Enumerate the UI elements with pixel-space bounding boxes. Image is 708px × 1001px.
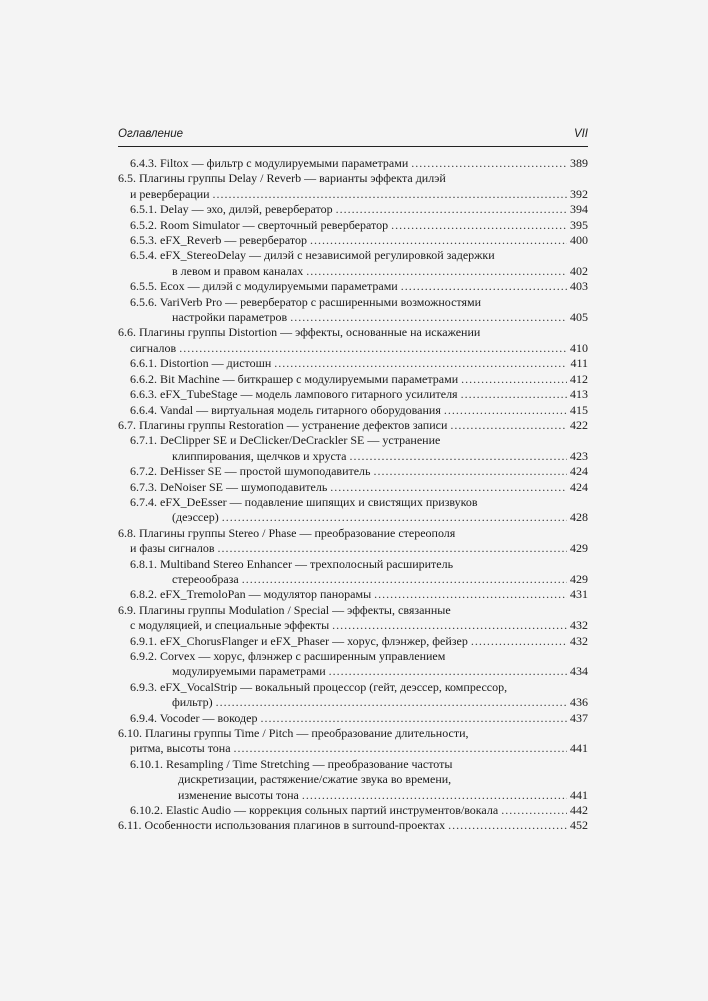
dot-leader	[336, 202, 567, 217]
dot-leader	[374, 587, 567, 602]
toc-page-number: 423	[570, 448, 588, 463]
dot-leader	[234, 741, 567, 756]
toc-entry-text: 6.5.5. Ecox — дилэй с модулируемыми параметрами	[130, 279, 398, 294]
toc-entry-text: 6.9.2. Corvex — хорус, флэнжер с расширенным управлением	[130, 649, 446, 663]
toc-entry-text: 6.11. Особенности использования плагинов в surround-проектах	[118, 818, 446, 833]
toc-entry-text: 6.8. Плагины группы Stereo / Phase — преобразование стереополя	[118, 525, 456, 540]
toc-entry	[118, 356, 588, 371]
toc-page-number: 429	[570, 571, 588, 586]
toc-page-number: 441	[570, 741, 588, 756]
toc-entry-text: 6.7.1. DeClipper SE и DeClicker/DeCrackler SE — устранение	[130, 433, 441, 448]
toc-page-number: 415	[570, 402, 588, 417]
dot-leader	[242, 572, 567, 587]
toc-entry	[118, 464, 588, 479]
toc-page-number: 432	[570, 618, 588, 633]
dot-leader	[448, 818, 567, 833]
toc-entry-text: 6.10.2. Elastic Audio — коррекция сольных партий инструментов/вокала	[130, 803, 499, 818]
toc-page-number: 434	[570, 664, 588, 679]
header-rule	[118, 146, 588, 147]
toc-page-number: 392	[570, 186, 588, 201]
toc-entry-text: и реверберации	[130, 186, 210, 201]
dot-leader	[302, 788, 567, 803]
toc-entry-text: изменение высоты тона	[178, 787, 299, 802]
toc-entry-text: 6.7.4. eFX_DeEsser — подавление шипящих и свистящих призвуков	[130, 494, 478, 509]
toc-page-number: 394	[570, 202, 588, 217]
toc-entry	[118, 171, 588, 202]
toc-entry	[118, 218, 588, 233]
toc-entry	[118, 480, 588, 495]
toc-page-number: 429	[570, 541, 588, 556]
toc-entry-text: 6.6.4. Vandal — виртуальная модель гитарного оборудования	[130, 402, 441, 417]
toc-entry-text: 6.6.3. eFX_TubeStage — модель лампового гитарного усилителя	[130, 387, 458, 402]
toc-entry	[118, 557, 588, 588]
toc-page-number: 452	[570, 818, 588, 833]
toc-entry-text: 6.5.6. VariVerb Pro — ревербератор с расширенными возможностями	[130, 294, 482, 309]
toc-entry-text: сигналов	[130, 340, 177, 355]
toc-entry	[118, 418, 588, 433]
toc-entry	[118, 372, 588, 387]
dot-leader	[213, 187, 567, 202]
toc-page-number: 437	[570, 710, 588, 725]
toc-entry	[118, 156, 588, 171]
dot-leader	[471, 634, 567, 649]
toc-page-number: 410	[570, 340, 588, 355]
dot-leader	[330, 480, 567, 495]
toc-entry	[118, 649, 588, 680]
toc-entry-text: 6.9.1. eFX_ChorusFlanger и eFX_Phaser — хорус, флэнжер, фейзер	[130, 633, 468, 648]
toc-entry-text: 6.9. Плагины группы Modulation / Special — эффекты, связанные	[118, 602, 451, 617]
toc-entry-text: настройки параметров	[172, 310, 288, 325]
running-head-title: Оглавление	[118, 128, 183, 140]
toc-entry-text: 6.6.1. Distortion — дистошн	[130, 356, 272, 371]
toc-entry	[118, 603, 588, 634]
toc-entry-text: 6.7.2. DeHisser SE — простой шумоподавитель	[130, 464, 371, 479]
toc-entry-text: клиппирования, щелчков и хруста	[172, 448, 347, 463]
toc-entry-text: модулируемыми параметрами	[172, 664, 326, 679]
toc-entry-text: 6.4.3. Filtox — фильтр с модулируемыми параметрами	[130, 156, 409, 170]
toc-page-number: 442	[570, 803, 588, 818]
toc-entry-text: 6.6.2. Bit Machine — биткрашер с модулируемыми параметрами	[130, 371, 459, 386]
dot-leader	[450, 418, 567, 433]
dot-leader	[329, 664, 567, 679]
dot-leader	[461, 372, 567, 387]
dot-leader	[310, 233, 567, 248]
toc-page-number: 436	[570, 695, 588, 710]
dot-leader	[401, 279, 567, 294]
toc-entry	[118, 279, 588, 294]
toc-entry-text: 6.10. Плагины группы Time / Pitch — преобразование длительности,	[118, 726, 469, 741]
toc-entry-text: дискретизации, растяжение/сжатие звука во времени,	[178, 772, 452, 787]
toc-entry-text: 6.6. Плагины группы Distortion — эффекты, основанные на искажении	[118, 325, 481, 340]
dot-leader	[374, 464, 567, 479]
dot-leader	[290, 310, 567, 325]
toc-entry	[118, 526, 588, 557]
toc-entry-text: 6.8.2. eFX_TremoloPan — модулятор панорамы	[130, 587, 372, 602]
toc-page-number: 403	[570, 279, 588, 294]
dot-leader	[332, 618, 567, 633]
toc-entry	[118, 757, 588, 803]
toc-entry-text: и фазы сигналов	[130, 541, 215, 556]
toc-entry-text: фильтр)	[172, 695, 213, 710]
toc-entry-text: (деэссер)	[172, 510, 219, 525]
toc-entry	[118, 295, 588, 326]
toc-page-number: 402	[570, 263, 588, 278]
dot-leader	[391, 218, 567, 233]
toc-entry	[118, 202, 588, 217]
page-number-roman: VII	[573, 128, 588, 140]
dot-leader	[306, 264, 567, 279]
toc-entry	[118, 711, 588, 726]
running-head	[118, 128, 588, 144]
toc-entry-text: 6.9.4. Vocoder — вокодер	[130, 710, 258, 725]
toc-entry-text: 6.8.1. Multiband Stereo Enhancer — трехполосный расширитель	[130, 556, 454, 571]
dot-leader	[501, 803, 567, 818]
dot-leader	[350, 449, 568, 464]
dot-leader	[411, 156, 567, 171]
toc-entry-text: 6.9.3. eFX_VocalStrip — вокальный процессор (гейт, деэссер, компрессор,	[130, 679, 508, 694]
toc-page-number: 431	[570, 587, 588, 602]
dot-leader	[461, 387, 567, 402]
toc-entry	[118, 325, 588, 356]
toc-entry-text: стереообраза	[172, 571, 239, 586]
toc-page-number: 395	[570, 217, 588, 232]
toc-entry	[118, 634, 588, 649]
toc-entry	[118, 495, 588, 526]
toc-entry	[118, 248, 588, 279]
toc-entry-text: 6.5.3. eFX_Reverb — ревербератор	[130, 233, 307, 248]
toc-page-number: 413	[570, 387, 588, 402]
toc-entry	[118, 403, 588, 418]
dot-leader	[274, 356, 567, 371]
toc-entry-text: 6.10.1. Resampling / Time Stretching — преобразование частоты	[130, 756, 453, 771]
toc-entry-text: с модуляцией, и специальные эффекты	[130, 618, 330, 633]
toc-entry	[118, 818, 588, 833]
dot-leader	[444, 403, 567, 418]
toc-entry-text: 6.7.3. DeNoiser SE — шумоподавитель	[130, 479, 328, 494]
toc-page-number: 411	[570, 356, 588, 371]
toc-entry-text: 6.5. Плагины группы Delay / Reverb — варианты эффекта дилэй	[118, 171, 446, 186]
toc-entry	[118, 803, 588, 818]
toc-entry-text: в левом и правом каналах	[172, 263, 304, 278]
toc-page-number: 424	[570, 479, 588, 494]
table-of-contents	[118, 156, 588, 834]
toc-entry-text: 6.5.2. Room Simulator — сверточный ревербератор	[130, 217, 389, 232]
toc-page-number: 428	[570, 510, 588, 525]
toc-page-number: 441	[570, 787, 588, 802]
toc-entry-text: 6.7. Плагины группы Restoration — устранение дефектов записи	[118, 417, 448, 432]
toc-page-number: 432	[570, 633, 588, 648]
toc-page-number: 424	[570, 464, 588, 479]
toc-entry-text: ритма, высоты тона	[130, 741, 231, 756]
toc-entry	[118, 726, 588, 757]
toc-entry	[118, 587, 588, 602]
toc-entry	[118, 233, 588, 248]
toc-entry-text: 6.5.4. eFX_StereoDelay — дилэй с независимой регулировкой задержки	[130, 248, 495, 263]
toc-page-number: 389	[570, 156, 588, 170]
dot-leader	[216, 695, 567, 710]
toc-entry	[118, 387, 588, 402]
toc-entry	[118, 433, 588, 464]
toc-entry	[118, 680, 588, 711]
dot-leader	[218, 541, 567, 556]
dot-leader	[260, 711, 567, 726]
toc-page-number: 400	[570, 233, 588, 248]
dot-leader	[222, 510, 567, 525]
toc-entry-text: 6.5.1. Delay — эхо, дилэй, ревербератор	[130, 202, 333, 217]
toc-page-number: 422	[570, 417, 588, 432]
dot-leader	[179, 341, 567, 356]
toc-page-number: 412	[570, 371, 588, 386]
toc-page-number: 405	[570, 310, 588, 325]
